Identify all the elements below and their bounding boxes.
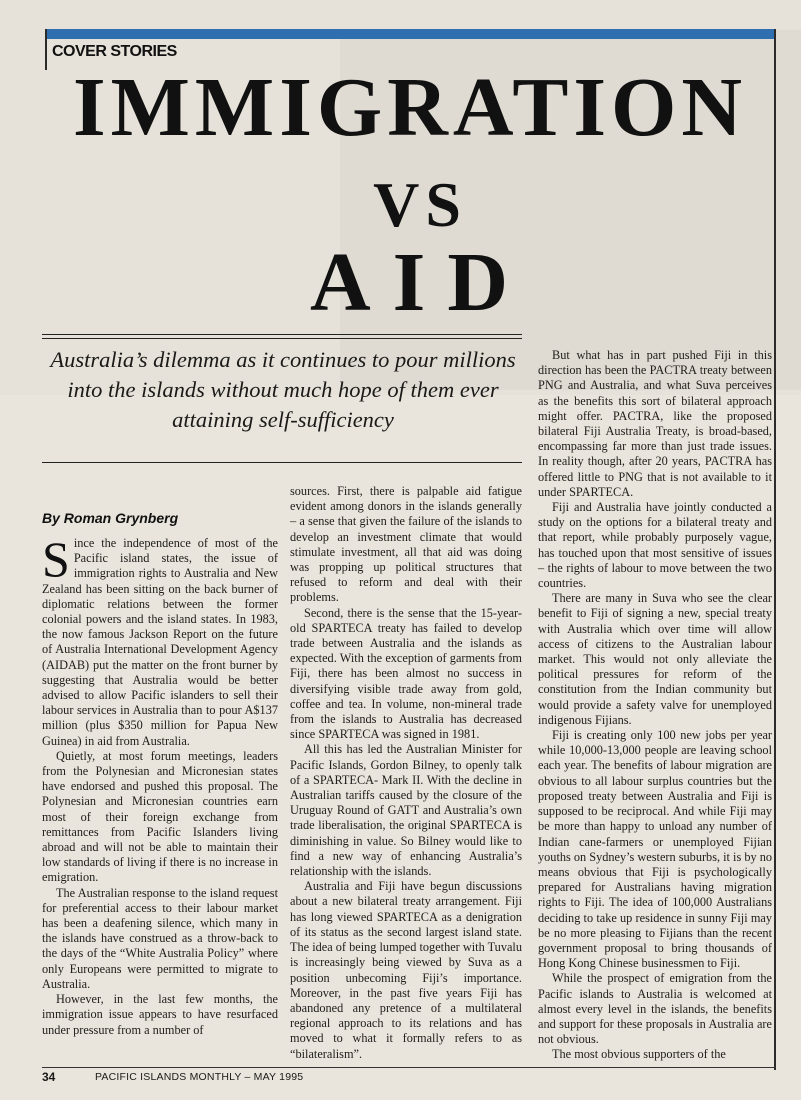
article-paragraph: While the prospect of emigration from the Pacific islands to Australia is welcomed at almost every level in the islands, the benefits and support for these proposals in Australia are not obvious. (538, 971, 772, 1047)
deck: Australia’s dilemma as it continues to pour millions into the islands without much hope of them ever attaining self-sufficiency (50, 347, 516, 432)
publication-footer: PACIFIC ISLANDS MONTHLY – MAY 1995 (95, 1071, 304, 1083)
right-border-rule (774, 29, 776, 1070)
article-paragraph: There are many in Suva who see the clear benefit to Fiji of signing a new, special treaty with Australia which over time will allow access of citizens to the Australian labour market. This would not only alleviate the political pressures for reform of the constitution from the Indian community but would provide a safety valve for unemployed indigenous Fijians. (538, 591, 772, 727)
section-label: COVER STORIES (52, 43, 177, 60)
page-number: 34 (42, 1070, 56, 1084)
deck-rule-top (42, 334, 522, 335)
article-paragraph: All this has led the Australian Minister for Pacific Islands, Gordon Bilney, to openly talk of a SPARTECA- Mark II. With the decline in Australian tariffs caused by the closure of the Uruguay Round of GATT and Australia’s own trade liberalisation, the original SPARTECA is diminishing in value. So Bilney would like to find a new way of enhancing Australia’s relationship with the islands. (290, 742, 522, 879)
article-paragraph: But what has in part pushed Fiji in this direction has been the PACTRA treaty between PNG and Australia, and what Suva perceives as the benefits this sort of bilateral approach might offer. PACTRA, like the proposed bilateral Fiji Australia Treaty, is broad-based, encompassing far more than just trade issues. In reality though, after 20 years, PACTRA has offered little to PNG that is not available to it under SPARTECA. (538, 348, 772, 499)
article-column-2 (290, 484, 522, 1062)
article-paragraph: Since the independence of most of the Pacific island states, the issue of immigration rights to Australia and New Zealand has been sitting on the back burner of diplomatic relations between the former colonial powers and the island states. In 1983, the now famous Jackson Report on the future of Australia International Development Agency (AIDAB) put the matter on the front burner by suggesting that Australia would be better advised to allow Pacific islanders to sell their labour services in Australia than to pour A$137 million (plus $350 million for Papua New Guinea) in aid from Australia. (42, 531, 278, 748)
article-column-1 (42, 531, 278, 1038)
footer-rule (42, 1067, 776, 1068)
headline-line-3: AID (309, 236, 530, 329)
headline-line-2: VS (373, 169, 467, 240)
deck-rule-bottom (42, 462, 522, 463)
article-column-3 (538, 348, 772, 1063)
article-paragraph: Fiji is creating only 100 new jobs per year while 10,000-13,000 people are leaving school each year. The benefits of labour migration are obvious to all labour surplus countries but the proposed treaty between Australia and Fiji is supposed to be reciprocal. And while Fiji may be more than happy to unload any number of Indian cane-farmers or unemployed Fijian youths on Sydney’s western suburbs, it is by no means obvious that Fiji is psychologically prepared for Australians having migration rights to Fiji. The idea of 100,000 Australians deciding to take up residence in sunny Fiji may be no more pleasing to Fijians than the recent government proposal to bring thousands of Hong Kong Chinese businessmen to Fiji. (538, 728, 772, 971)
article-paragraph: The most obvious supporters of the (552, 1047, 726, 1062)
article-paragraph: sources. First, there is palpable aid fatigue evident among donors in the islands generally – a sense that given the failure of the islands to develop an investment climate that would stimulate investment, all that aid was doing was propping up political structures that refused to reform and deal with their problems. (290, 484, 522, 605)
drop-cap: S (42, 531, 70, 587)
byline: By Roman Grynberg (42, 510, 179, 526)
article-paragraph: However, in the last few months, the immigration issue appears to have resurfaced under pressure from a number of (42, 992, 278, 1037)
article-paragraph: Second, there is the sense that the 15-year-old SPARTECA treaty has failed to develop trade between Australia and the islands as expected. With the exception of garments from Fiji, there has been almost no success in diversifying visible trade away from gold, coffee and tea. In volume, non-mineral trade from the islands to Australia has decreased since SPARTECA was signed in 1981. (290, 605, 522, 742)
article-paragraph: Fiji and Australia have jointly conducted a study on the options for a bilateral treaty and that report, while probably purposely vague, has touched upon that most sensitive of issues – the rights of labour to move between the two countries. (538, 500, 772, 591)
article-paragraph: Australia and Fiji have begun discussions about a new bilateral treaty arrangement. Fiji has long viewed SPARTECA as a denigration of its status as the second largest island state. The idea of being lumped together with Tuvalu is increasingly being viewed by Suva as a position unbecoming Fiji’s importance. Moreover, in the past five years Fiji has abandoned any pretence of a multilateral regional approach to its relations and has moved to what it formally refers to as “bilateralism”. (290, 879, 522, 1061)
article-paragraph: Quietly, at most forum meetings, leaders from the Polynesian and Micronesian states have endorsed and pushed this proposal. The Polynesian and Micronesian countries earn most of their foreign exchange from remittances from Pacific Islanders living abroad and will not be able to maintain their low standards of living if there is no increase in emigration. (42, 748, 278, 885)
accent-bar (45, 29, 775, 39)
deck-rule-top-2 (42, 338, 522, 339)
headline-line-1: IMMIGRATION (72, 61, 748, 154)
article-paragraph: The Australian response to the island request for preferential access to their labour market has been a deafening silence, which many in the islands have construed as a throw-back to the days of the “White Australia Policy” where only Europeans were permitted to migrate to Australia. (42, 885, 278, 991)
